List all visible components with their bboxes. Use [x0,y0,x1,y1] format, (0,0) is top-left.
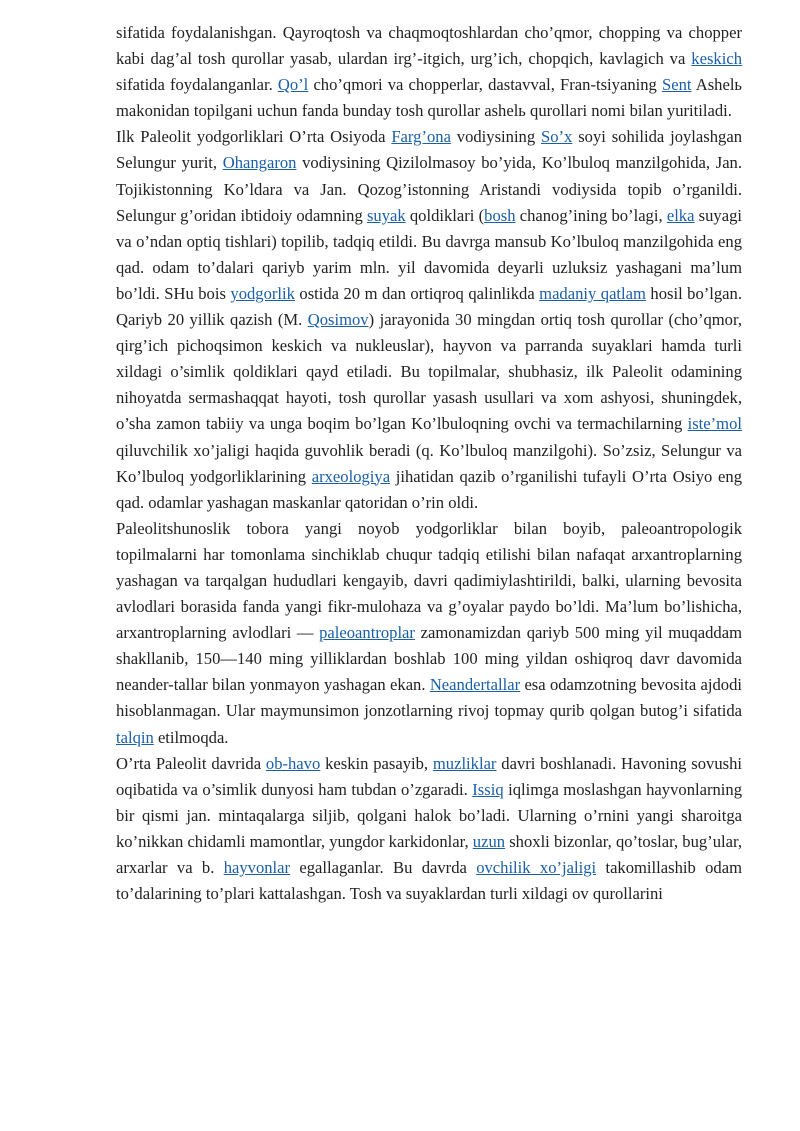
text-run: davri boshlanadi. Havoning sovushi oqibatida va o’simlik dunyosi ham tubdan o’zgaradi. [116,753,742,799]
text-run: cho’qmori va chopperlar, dastavval, Fran-tsiyaning [308,75,662,95]
text-run: suyagi va o’ndan optiq tishlari) topilib, tadqiq etildi. Bu davrga mansub Ko’lbuloq manzilgohida eng qad. odam to’dalari qariyb yarim mln. yil davomida deyarli uzluksiz yashagani ma’lum bo’ldi. SHu bois [116,205,742,303]
text-run: sifatida foydalanishgan. Qayroqtosh va chaqmoqtoshlardan cho’qmor, chopping va chopper kabi dag’al tosh qurollar yasab, ulardan irg’-itgich, urg’ich, chopqich, kavlagich va [116,23,742,69]
hyperlink[interactable]: paleoantroplar [319,623,415,643]
text-run: ) jarayonida 30 mingdan ortiq tosh qurollar (cho’qmor, qirg’ich pichoqsimon keskich va nukleuslar), hayvon va parranda suyaklari hamda turli xildagi o’simlik qoldiklari qayd etiladi. Bu topilmalar, shubhasiz, ilk Paleolit odamining nihoyatda sermashaqqat hayoti, tosh qurollar yasash usullari va xom ashyosi, shuningdek, o’sha zamon tabiiy va unga boqim bo’lgan Ko’lbuloqning ovchi va termachilarning [116,310,742,434]
text-run: shoxli bizonlar, qo’toslar, bug’ular, arxarlar va b. [116,831,742,877]
hyperlink[interactable]: keskich [691,49,742,69]
hyperlink[interactable]: hayvonlar [223,858,291,877]
text-run: zamonamizdan qariyb 500 ming yil muqaddam shakllanib, 150—140 ming yilliklardan boshlab 100 ming yildan oshiqroq davr davomida neander-tallar bilan yonmayon yashagan ekan. [116,623,742,695]
document-page [116,20,742,907]
text-run: keskin pasayib, [320,753,433,773]
hyperlink[interactable]: madaniy qatlam [539,283,646,303]
hyperlink[interactable]: uzun [472,831,506,851]
text-run: chanog’ining bo’lagi, [515,205,667,225]
text-run: etilmoqda. [153,727,229,747]
text-run: qoldiklari ( [405,205,485,225]
paragraph-3 [116,516,742,751]
paragraph-1 [116,20,742,124]
hyperlink[interactable]: ovchilik xo’jaligi [476,858,597,877]
text-run: jihatidan qazib o’rganilishi tufayli O’rta Osiyo eng qad. odamlar yashagan maskanlar qatoridan o’rin oldi. [116,466,742,512]
hyperlink[interactable]: Qosimov [307,310,369,330]
hyperlink[interactable]: suyak [366,205,406,225]
hyperlink[interactable]: talqin [116,727,154,747]
text-run: O’rta Paleolit davrida [116,753,266,773]
hyperlink[interactable]: Ohangaron [222,153,297,173]
hyperlink[interactable]: arxeologiya [311,466,391,486]
text-run: Ashelь makonidan topilgani uchun fanda bunday tosh qurollar ashelь qurollari nomi bilan yuritiladi. [116,75,742,121]
text-run: qiluvchilik xo’jaligi haqida guvohlik beradi (q. Ko’lbuloq manzilgohi). So’zsiz, Selungur va Ko’lbuloq yodgorliklarining [116,440,742,486]
text-run: sifatida foydalanganlar. [116,75,278,95]
hyperlink[interactable]: elka [666,205,695,225]
text-run: Paleolitshunoslik tobora yangi noyob yodgorliklar bilan boyib, paleoantropologik topilmalarni har tomonlama sinchiklab chuqur tadqiq etilishi bilan nafaqat arxantroplarning yashagan va tarqalgan hududlari kengayib, davri qadimiylashtirildi, balki, ularning bevosita avlodlari borasida fanda yangi fikr-mulohaza va g’oyalar paydo bo’ldi. Ma’lum bo’lishicha, arxantroplarning avlodlari — [116,518,742,643]
hyperlink[interactable]: bosh [484,205,516,225]
hyperlink[interactable]: Farg’ona [391,127,451,147]
hyperlink[interactable]: Neandertallar [429,675,521,695]
hyperlink[interactable]: yodgorlik [230,283,295,303]
text-run: egallaganlar. Bu davrda [290,858,477,877]
text-run: iqlimga moslashgan hayvonlarning bir qismi jan. mintaqalarga siljib, qolgani halok bo’ladi. Ularning o’rnini yangi sharoitga ko’nikkan chidamli mamontlar, yungdor karkidonlar, [116,779,742,851]
hyperlink[interactable]: iste’mol [687,414,742,434]
text-run: Ilk Paleolit yodgorliklari O’rta Osiyoda [116,127,392,147]
hyperlink[interactable]: Issiq [472,779,504,799]
text-run: ostida 20 m dan ortiqroq qalinlikda [294,283,540,303]
hyperlink[interactable]: muzliklar [432,753,497,773]
paragraph-2 [116,124,742,515]
hyperlink[interactable]: Sent [661,75,692,95]
text-run: esa odamzotning bevosita ajdodi hisoblanmagan. Ular maymunsimon jonzotlarning rivoj topmay qurib qolgan butog’i sifatida [116,675,742,721]
text-run: vodiysining Qizilolmasoy bo’yida, Ko’lbuloq manzilgohida, Jan. Tojikistonning Ko’ldara va Jan. Qozog’istonning Aristandi vodiysida topib o’rganildi. Selungur g’oridan ibtidoiy odamning [116,153,743,225]
text-run: soyi sohilida joylashgan Selungur yurit, [116,127,742,173]
hyperlink[interactable]: So’x [541,127,573,147]
text-run: vodiysining [450,127,541,147]
hyperlink[interactable]: Qo’l [277,75,309,95]
hyperlink[interactable]: ob-havo [265,753,321,773]
paragraph-4 [116,751,742,908]
text-run: hosil bo’lgan. Qariyb 20 yillik qazish (M. [116,283,742,330]
text-run: takomillashib odam to’dalarining to’plari kattalashgan. Tosh va suyaklardan turli xildagi ov qurollarini [116,858,742,904]
